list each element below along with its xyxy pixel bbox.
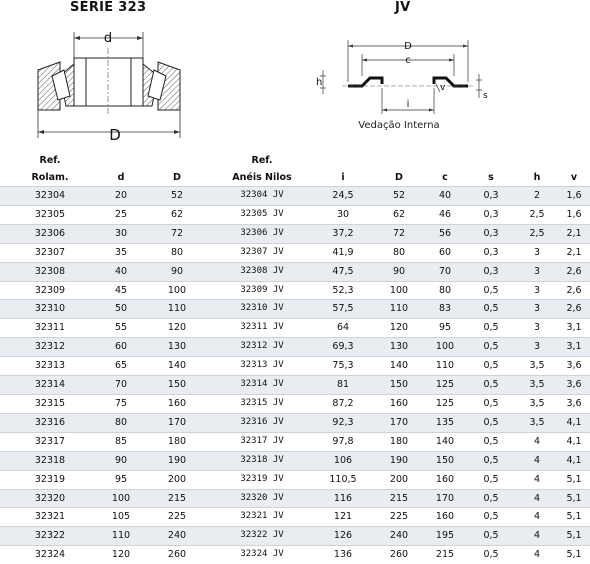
table-cell: 100 — [142, 281, 212, 300]
table-cell: 0,3 — [466, 224, 516, 243]
table-cell: 32317 — [0, 432, 100, 451]
table-cell: 57,5 — [312, 300, 374, 319]
table-cell: 24,5 — [312, 187, 374, 206]
table-cell: 125 — [424, 376, 466, 395]
table-cell: 200 — [142, 470, 212, 489]
table-cell: 225 — [374, 508, 424, 527]
table-cell: 32321 — [0, 508, 100, 527]
table-cell: 32310 JV — [212, 300, 312, 319]
table-cell: 140 — [424, 432, 466, 451]
table-cell: 32324 JV — [212, 546, 312, 564]
table-row — [0, 281, 590, 300]
table-cell: 3,5 — [516, 357, 558, 376]
series-heading: SÉRIE 323 — [70, 0, 146, 15]
table-cell: 3,5 — [516, 394, 558, 413]
table-cell: 40 — [424, 187, 466, 206]
table-cell: 260 — [142, 546, 212, 564]
table-cell: 4 — [516, 451, 558, 470]
table-cell: 32312 JV — [212, 338, 312, 357]
table-cell: 126 — [312, 527, 374, 546]
table-cell: 2,5 — [516, 205, 558, 224]
column-header: D — [142, 169, 212, 187]
table-row — [0, 187, 590, 206]
table-cell: 32321 JV — [212, 508, 312, 527]
table-cell: 140 — [374, 357, 424, 376]
table-cell: 80 — [100, 413, 142, 432]
table-cell: 0,3 — [466, 205, 516, 224]
table-cell: 56 — [424, 224, 466, 243]
table-cell: 5,1 — [558, 489, 590, 508]
table-row — [0, 338, 590, 357]
table-cell: 5,1 — [558, 527, 590, 546]
table-cell: 32306 — [0, 224, 100, 243]
table-cell: 32307 JV — [212, 243, 312, 262]
table-cell: 0,5 — [466, 281, 516, 300]
table-cell: 3,1 — [558, 338, 590, 357]
table-cell: 160 — [424, 508, 466, 527]
table-row — [0, 319, 590, 338]
table-cell: 0,5 — [466, 300, 516, 319]
table-cell: 32304 — [0, 187, 100, 206]
table-cell: 110 — [142, 300, 212, 319]
table-cell: 50 — [100, 300, 142, 319]
table-cell: 90 — [142, 262, 212, 281]
table-cell: 97,8 — [312, 432, 374, 451]
table-cell: 85 — [100, 432, 142, 451]
table-cell: 2 — [516, 187, 558, 206]
table-cell: 75 — [100, 394, 142, 413]
table-cell: 92,3 — [312, 413, 374, 432]
table-cell: 130 — [374, 338, 424, 357]
table-cell: 160 — [424, 470, 466, 489]
table-row — [0, 224, 590, 243]
table-cell: 80 — [142, 243, 212, 262]
table-cell: 160 — [142, 394, 212, 413]
table-cell: 135 — [424, 413, 466, 432]
table-cell: 240 — [142, 527, 212, 546]
seal-v-label: v — [440, 83, 446, 93]
table-cell: 32315 JV — [212, 394, 312, 413]
table-cell: 32315 — [0, 394, 100, 413]
table-row — [0, 508, 590, 527]
table-row — [0, 300, 590, 319]
table-cell: 3 — [516, 262, 558, 281]
table-cell: 52 — [142, 187, 212, 206]
table-cell: 225 — [142, 508, 212, 527]
table-cell: 240 — [374, 527, 424, 546]
table-cell: 3 — [516, 319, 558, 338]
table-cell: 121 — [312, 508, 374, 527]
table-cell: 30 — [312, 205, 374, 224]
seal-h-label: h — [316, 77, 322, 88]
table-cell: 30 — [100, 224, 142, 243]
table-cell: 52 — [374, 187, 424, 206]
column-header: Rolam. — [0, 169, 100, 187]
table-cell: 215 — [142, 489, 212, 508]
table-cell: 3,6 — [558, 357, 590, 376]
table-cell: 105 — [100, 508, 142, 527]
table-row — [0, 413, 590, 432]
ref-label-left: Ref. — [0, 152, 100, 169]
table-cell: 120 — [100, 546, 142, 564]
table-cell: 2,1 — [558, 224, 590, 243]
ref-label-right: Ref. — [212, 152, 312, 169]
table-cell: 200 — [374, 470, 424, 489]
table-cell: 120 — [374, 319, 424, 338]
table-row — [0, 470, 590, 489]
table-cell: 170 — [424, 489, 466, 508]
table-cell: 100 — [424, 338, 466, 357]
table-cell: 32316 — [0, 413, 100, 432]
table-cell: 81 — [312, 376, 374, 395]
table-cell: 32308 JV — [212, 262, 312, 281]
table-cell: 3,5 — [516, 413, 558, 432]
table-cell: 140 — [142, 357, 212, 376]
table-cell: 0,3 — [466, 187, 516, 206]
table-cell: 32307 — [0, 243, 100, 262]
table-cell: 3 — [516, 300, 558, 319]
table-cell: 80 — [424, 281, 466, 300]
seal-ring-drawing — [312, 18, 490, 138]
table-cell: 32314 JV — [212, 376, 312, 395]
table-row — [0, 205, 590, 224]
table-cell: 52,3 — [312, 281, 374, 300]
table-cell: 87,2 — [312, 394, 374, 413]
table-cell: 95 — [424, 319, 466, 338]
table-cell: 32304 JV — [212, 187, 312, 206]
table-cell: 0,5 — [466, 508, 516, 527]
seal-type-heading: JV — [395, 0, 411, 15]
table-cell: 3 — [516, 338, 558, 357]
table-cell: 4 — [516, 489, 558, 508]
table-cell: 0,5 — [466, 527, 516, 546]
table-cell: 32318 JV — [212, 451, 312, 470]
column-header: c — [424, 169, 466, 187]
table-cell: 60 — [100, 338, 142, 357]
dimensions-table — [0, 152, 590, 564]
table-cell: 32318 — [0, 451, 100, 470]
table-cell: 72 — [374, 224, 424, 243]
table-cell: 32311 JV — [212, 319, 312, 338]
table-cell: 4 — [516, 470, 558, 489]
bearing-d-label: d — [104, 31, 112, 46]
table-cell: 120 — [142, 319, 212, 338]
table-cell: 32316 JV — [212, 413, 312, 432]
table-cell: 4 — [516, 432, 558, 451]
table-cell: 32319 — [0, 470, 100, 489]
table-cell: 0,5 — [466, 546, 516, 564]
table-cell: 62 — [142, 205, 212, 224]
column-header: D — [374, 169, 424, 187]
table-cell: 2,5 — [516, 224, 558, 243]
table-cell: 2,6 — [558, 281, 590, 300]
table-cell: 0,5 — [466, 319, 516, 338]
table-cell: 32309 JV — [212, 281, 312, 300]
table-cell: 100 — [100, 489, 142, 508]
table-cell: 0,5 — [466, 394, 516, 413]
table-cell: 180 — [142, 432, 212, 451]
table-cell: 32306 JV — [212, 224, 312, 243]
table-cell: 83 — [424, 300, 466, 319]
table-cell: 180 — [374, 432, 424, 451]
table-cell: 65 — [100, 357, 142, 376]
table-cell: 32309 — [0, 281, 100, 300]
table-cell: 3,1 — [558, 319, 590, 338]
column-header: v — [558, 169, 590, 187]
table-cell: 150 — [142, 376, 212, 395]
table-cell: 64 — [312, 319, 374, 338]
table-cell: 0,3 — [466, 262, 516, 281]
table-cell: 62 — [374, 205, 424, 224]
table-cell: 32308 — [0, 262, 100, 281]
table-cell: 41,9 — [312, 243, 374, 262]
table-cell: 80 — [374, 243, 424, 262]
table-cell: 136 — [312, 546, 374, 564]
table-cell: 55 — [100, 319, 142, 338]
table-cell: 95 — [100, 470, 142, 489]
table-cell: 32322 JV — [212, 527, 312, 546]
table-cell: 32319 JV — [212, 470, 312, 489]
table-row — [0, 451, 590, 470]
table-cell: 25 — [100, 205, 142, 224]
table-cell: 32322 — [0, 527, 100, 546]
table-cell: 90 — [374, 262, 424, 281]
table-cell: 4 — [516, 508, 558, 527]
table-cell: 170 — [142, 413, 212, 432]
table-cell: 32320 JV — [212, 489, 312, 508]
table-cell: 0,5 — [466, 470, 516, 489]
column-header: h — [516, 169, 558, 187]
table-cell: 32324 — [0, 546, 100, 564]
column-header: Anéis Nilos — [212, 169, 312, 187]
table-cell: 260 — [374, 546, 424, 564]
table-row — [0, 546, 590, 564]
table-row — [0, 489, 590, 508]
table-cell: 3,6 — [558, 376, 590, 395]
table-cell: 3 — [516, 243, 558, 262]
dimensions-table-body — [0, 187, 590, 564]
table-cell: 110,5 — [312, 470, 374, 489]
table-cell: 0,5 — [466, 451, 516, 470]
table-cell: 32312 — [0, 338, 100, 357]
table-cell: 35 — [100, 243, 142, 262]
table-cell: 215 — [374, 489, 424, 508]
seal-c-label: c — [405, 55, 411, 66]
table-cell: 32320 — [0, 489, 100, 508]
table-row — [0, 376, 590, 395]
table-cell: 170 — [374, 413, 424, 432]
table-cell: 4 — [516, 546, 558, 564]
table-cell: 195 — [424, 527, 466, 546]
table-cell: 60 — [424, 243, 466, 262]
table-cell: 75,3 — [312, 357, 374, 376]
table-cell: 0,5 — [466, 357, 516, 376]
table-cell: 215 — [424, 546, 466, 564]
table-cell: 0,5 — [466, 432, 516, 451]
table-cell: 32310 — [0, 300, 100, 319]
table-cell: 2,1 — [558, 243, 590, 262]
table-cell: 110 — [374, 300, 424, 319]
table-cell: 70 — [424, 262, 466, 281]
table-cell: 150 — [424, 451, 466, 470]
table-cell: 90 — [100, 451, 142, 470]
table-cell: 130 — [142, 338, 212, 357]
table-cell: 4,1 — [558, 413, 590, 432]
table-cell: 4,1 — [558, 432, 590, 451]
table-cell: 125 — [424, 394, 466, 413]
table-cell: 37,2 — [312, 224, 374, 243]
table-cell: 0,5 — [466, 338, 516, 357]
table-cell: 3,6 — [558, 394, 590, 413]
table-cell: 2,6 — [558, 300, 590, 319]
column-headers — [0, 169, 590, 187]
table-cell: 32305 — [0, 205, 100, 224]
table-row — [0, 243, 590, 262]
table-cell: 106 — [312, 451, 374, 470]
bearing-cross-section-drawing — [30, 18, 190, 150]
seal-D-label: D — [404, 41, 412, 52]
table-cell: 0,5 — [466, 413, 516, 432]
table-cell: 20 — [100, 187, 142, 206]
table-cell: 32313 — [0, 357, 100, 376]
table-cell: 32317 JV — [212, 432, 312, 451]
table-cell: 32313 JV — [212, 357, 312, 376]
table-row — [0, 357, 590, 376]
table-cell: 2,6 — [558, 262, 590, 281]
table-cell: 5,1 — [558, 508, 590, 527]
bearing-D-label: D — [109, 126, 121, 144]
table-row — [0, 394, 590, 413]
table-cell: 1,6 — [558, 205, 590, 224]
table-cell: 100 — [374, 281, 424, 300]
table-cell: 110 — [424, 357, 466, 376]
table-cell: 40 — [100, 262, 142, 281]
table-row — [0, 262, 590, 281]
table-cell: 110 — [100, 527, 142, 546]
table-cell: 4 — [516, 527, 558, 546]
table-cell: 32311 — [0, 319, 100, 338]
table-row — [0, 527, 590, 546]
table-cell: 47,5 — [312, 262, 374, 281]
column-header: i — [312, 169, 374, 187]
table-cell: 3,5 — [516, 376, 558, 395]
seal-caption: Vedação Interna — [358, 120, 439, 131]
table-cell: 1,6 — [558, 187, 590, 206]
table-cell: 160 — [374, 394, 424, 413]
seal-i-label: i — [407, 99, 410, 110]
table-cell: 0,3 — [466, 243, 516, 262]
column-header: s — [466, 169, 516, 187]
table-cell: 45 — [100, 281, 142, 300]
table-cell: 32314 — [0, 376, 100, 395]
table-cell: 4,1 — [558, 451, 590, 470]
table-cell: 0,5 — [466, 376, 516, 395]
seal-s-label: s — [483, 91, 488, 101]
table-cell: 150 — [374, 376, 424, 395]
table-cell: 3 — [516, 281, 558, 300]
table-cell: 0,5 — [466, 489, 516, 508]
table-cell: 116 — [312, 489, 374, 508]
table-cell: 5,1 — [558, 470, 590, 489]
table-cell: 190 — [142, 451, 212, 470]
column-header: d — [100, 169, 142, 187]
table-cell: 70 — [100, 376, 142, 395]
table-cell: 46 — [424, 205, 466, 224]
table-cell: 72 — [142, 224, 212, 243]
table-cell: 69,3 — [312, 338, 374, 357]
table-cell: 5,1 — [558, 546, 590, 564]
table-row — [0, 432, 590, 451]
table-cell: 32305 JV — [212, 205, 312, 224]
table-cell: 190 — [374, 451, 424, 470]
